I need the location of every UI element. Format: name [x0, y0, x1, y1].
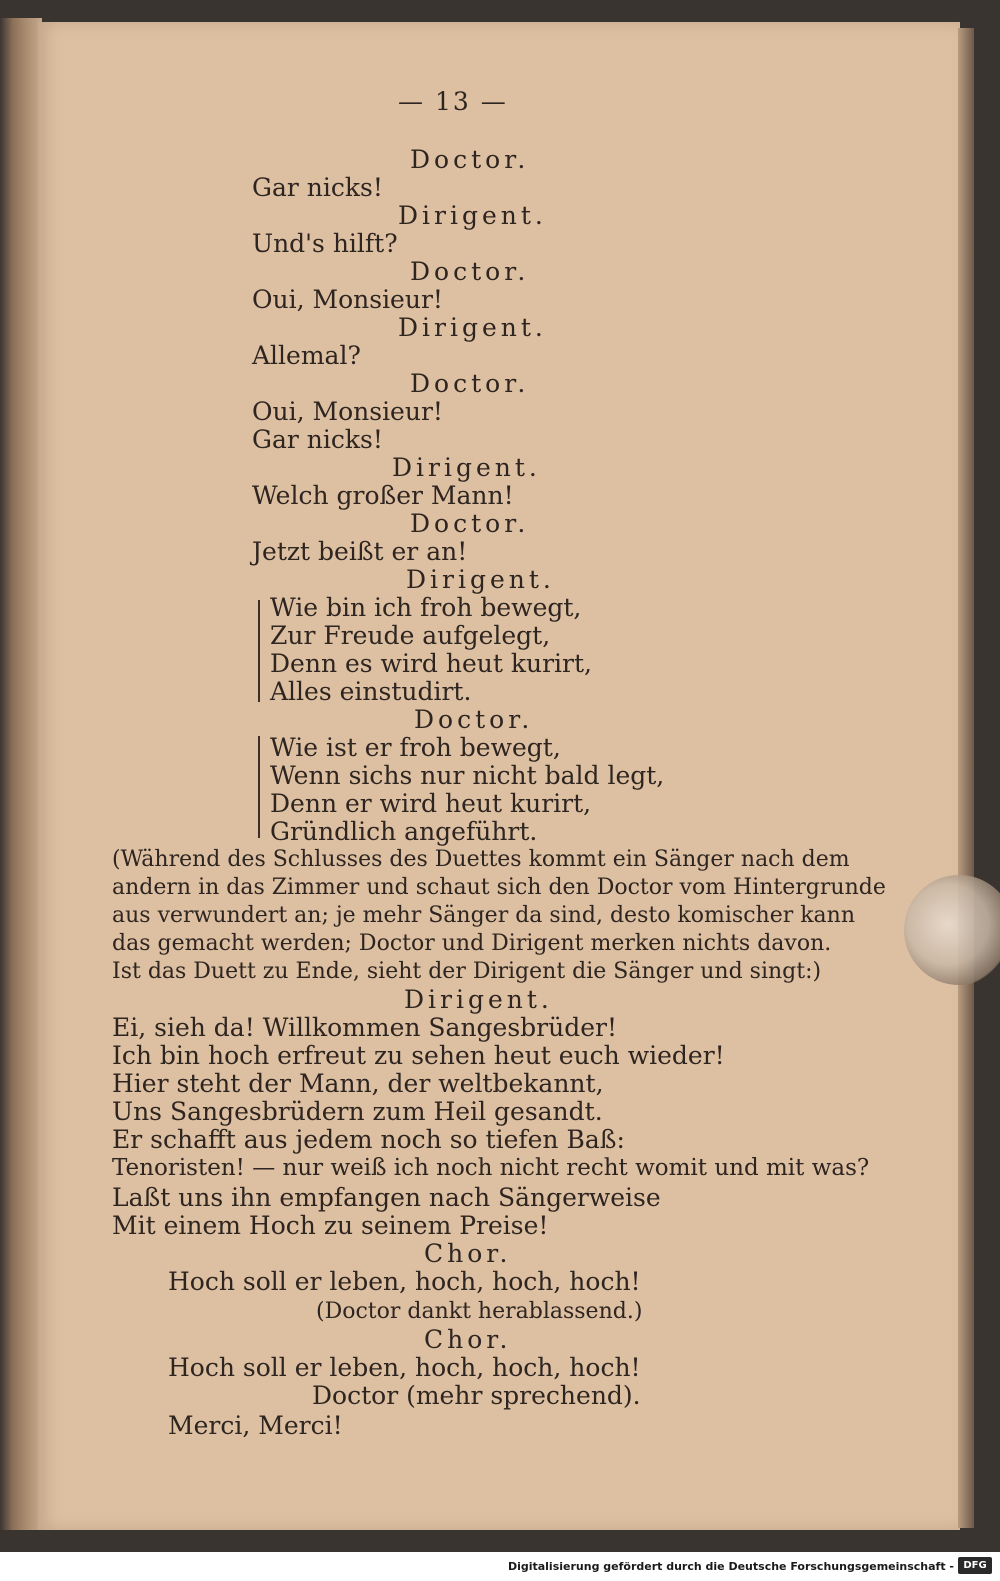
- dialogue-line: Hier steht der Mann, der weltbekannt,: [112, 1069, 604, 1098]
- digitization-footer: [0, 1552, 1000, 1581]
- stage-direction: das gemacht werden; Doctor und Dirigent merken nichts davon.: [112, 931, 832, 956]
- dialogue-line: Er schafft aus jedem noch so tiefen Baß:: [112, 1125, 625, 1154]
- page-right-edge: [958, 28, 974, 1528]
- verse-line: Denn es wird heut kurirt,: [270, 649, 592, 678]
- dialogue-line: Jetzt beißt er an!: [252, 537, 468, 566]
- verse-bracket: [258, 600, 266, 702]
- stage-direction: (Während des Schlusses des Duettes kommt ein Sänger nach dem: [112, 847, 850, 872]
- verse-line: Wie bin ich froh bewegt,: [270, 593, 582, 622]
- dialogue-line: Gar nicks!: [252, 425, 383, 454]
- dialogue-line: Merci, Merci!: [168, 1411, 343, 1440]
- dialogue-line: Uns Sangesbrüdern zum Heil gesandt.: [112, 1097, 603, 1126]
- stage-direction: andern in das Zimmer und schaut sich den Doctor vom Hintergrunde: [112, 875, 886, 900]
- verse-line: Denn er wird heut kurirt,: [270, 789, 592, 818]
- speaker-label: Dirigent.: [404, 985, 553, 1014]
- dialogue-line: Mit einem Hoch zu seinem Preise!: [112, 1211, 549, 1240]
- dialogue-line: Ich bin hoch erfreut zu sehen heut euch wieder!: [112, 1041, 725, 1070]
- dialogue-line: Oui, Monsieur!: [252, 285, 443, 314]
- verse-bracket: [258, 736, 266, 838]
- dialogue-line: Laßt uns ihn empfangen nach Sängerweise: [112, 1183, 661, 1212]
- speaker-label: Doctor (mehr sprechend).: [312, 1381, 641, 1410]
- page-number: — 13 —: [398, 87, 508, 116]
- speaker-label: Dirigent.: [398, 313, 547, 342]
- chorus-line: Hoch soll er leben, hoch, hoch, hoch!: [168, 1353, 641, 1382]
- speaker-label: Dirigent.: [406, 565, 555, 594]
- stage-direction: (Doctor dankt herablassend.): [316, 1299, 643, 1324]
- stage-direction: Ist das Duett zu Ende, sieht der Dirigent die Sänger und singt:): [112, 959, 822, 984]
- verse-line: Alles einstudirt.: [270, 677, 472, 706]
- dialogue-line: Und's hilft?: [252, 229, 398, 258]
- speaker-label: Dirigent.: [398, 201, 547, 230]
- stage-direction: aus verwundert an; je mehr Sänger da sind, desto komischer kann: [112, 903, 856, 928]
- speaker-label: Doctor.: [414, 705, 534, 734]
- dialogue-line: Ei, sieh da! Willkommen Sangesbrüder!: [112, 1013, 618, 1042]
- speaker-label: Dirigent.: [392, 453, 541, 482]
- speaker-label: Chor.: [424, 1239, 512, 1268]
- speaker-label: Doctor.: [410, 509, 530, 538]
- dialogue-line: Welch großer Mann!: [252, 481, 514, 510]
- chorus-line: Hoch soll er leben, hoch, hoch, hoch!: [168, 1267, 641, 1296]
- verse-line: Gründlich angeführt.: [270, 817, 538, 846]
- dialogue-line: Tenoristen! — nur weiß ich noch nicht recht womit und mit was?: [112, 1155, 870, 1181]
- book-spine-edge: [0, 18, 42, 1530]
- speaker-label: Doctor.: [410, 257, 530, 286]
- dfg-logo: DFG: [958, 1557, 992, 1574]
- dialogue-line: Allemal?: [252, 341, 361, 370]
- dialogue-line: Gar nicks!: [252, 173, 383, 202]
- verse-line: Wenn sichs nur nicht bald legt,: [270, 761, 665, 790]
- dialogue-line: Oui, Monsieur!: [252, 397, 443, 426]
- speaker-label: Doctor.: [410, 145, 530, 174]
- footer-credit: Digitalisierung gefördert durch die Deutsche Forschungsgemeinschaft -: [507, 1560, 954, 1573]
- verse-line: Zur Freude aufgelegt,: [270, 621, 551, 650]
- verse-line: Wie ist er froh bewegt,: [270, 733, 561, 762]
- speaker-label: Chor.: [424, 1325, 512, 1354]
- speaker-label: Doctor.: [410, 369, 530, 398]
